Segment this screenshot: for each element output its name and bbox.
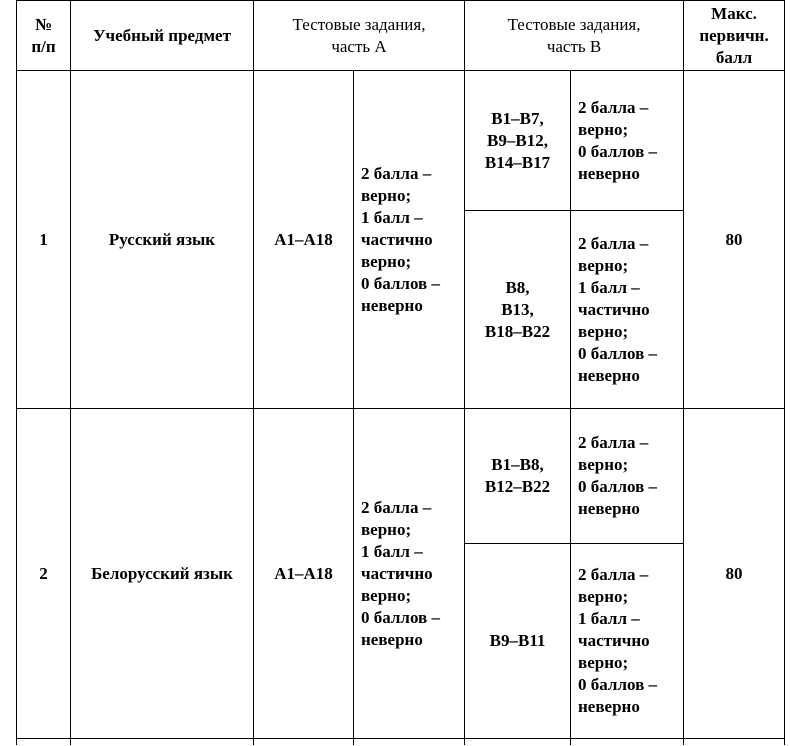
row-part-a-score: 2 балла – верно; 1 балл – частично верно; 0 баллов – неверно (354, 71, 465, 409)
row-part-b1-score: 2 балла – верно; 0 баллов – неверно (571, 409, 684, 544)
header-row (17, 1, 785, 71)
row-part-b1-range: В1–В7, В9–В12, В14–В17 (465, 71, 571, 211)
table-row (17, 71, 785, 211)
row-part-b1-score: 2 балла – верно; 0 баллов – неверно (571, 71, 684, 211)
row-max-score: 80 (684, 71, 785, 409)
row-part-b2-range: В9–В11 (465, 544, 571, 739)
row-subject: Белорусский язык (71, 409, 254, 739)
row-part-b1-range: В1–В8, В12–В22 (465, 409, 571, 544)
table-row (17, 409, 785, 544)
row-part-a-score: 2 балла – верно; 1 балл – частично верно; 0 баллов – неверно (354, 409, 465, 739)
row-num: 2 (17, 409, 71, 739)
scoring-table (16, 0, 785, 745)
row-part-b2-score: 2 балла – верно; 1 балл – частично верно; 0 баллов – неверно (571, 211, 684, 409)
header-part-b: Тестовые задания, часть В (465, 1, 684, 71)
header-num: № п/п (17, 1, 71, 71)
row-subject: Русский язык (71, 71, 254, 409)
table-continuation (17, 739, 785, 746)
header-max-score: Макс. первичн. балл (684, 1, 785, 71)
row-part-b2-range: В8, В13, В18–В22 (465, 211, 571, 409)
row-max-score: 80 (684, 409, 785, 739)
row-part-a-range: А1–А18 (254, 71, 354, 409)
header-subject: Учебный предмет (71, 1, 254, 71)
row-part-b2-score: 2 балла – верно; 1 балл – частично верно; 0 баллов – неверно (571, 544, 684, 739)
row-part-a-range: А1–А18 (254, 409, 354, 739)
row-num: 1 (17, 71, 71, 409)
header-part-a: Тестовые задания, часть А (254, 1, 465, 71)
